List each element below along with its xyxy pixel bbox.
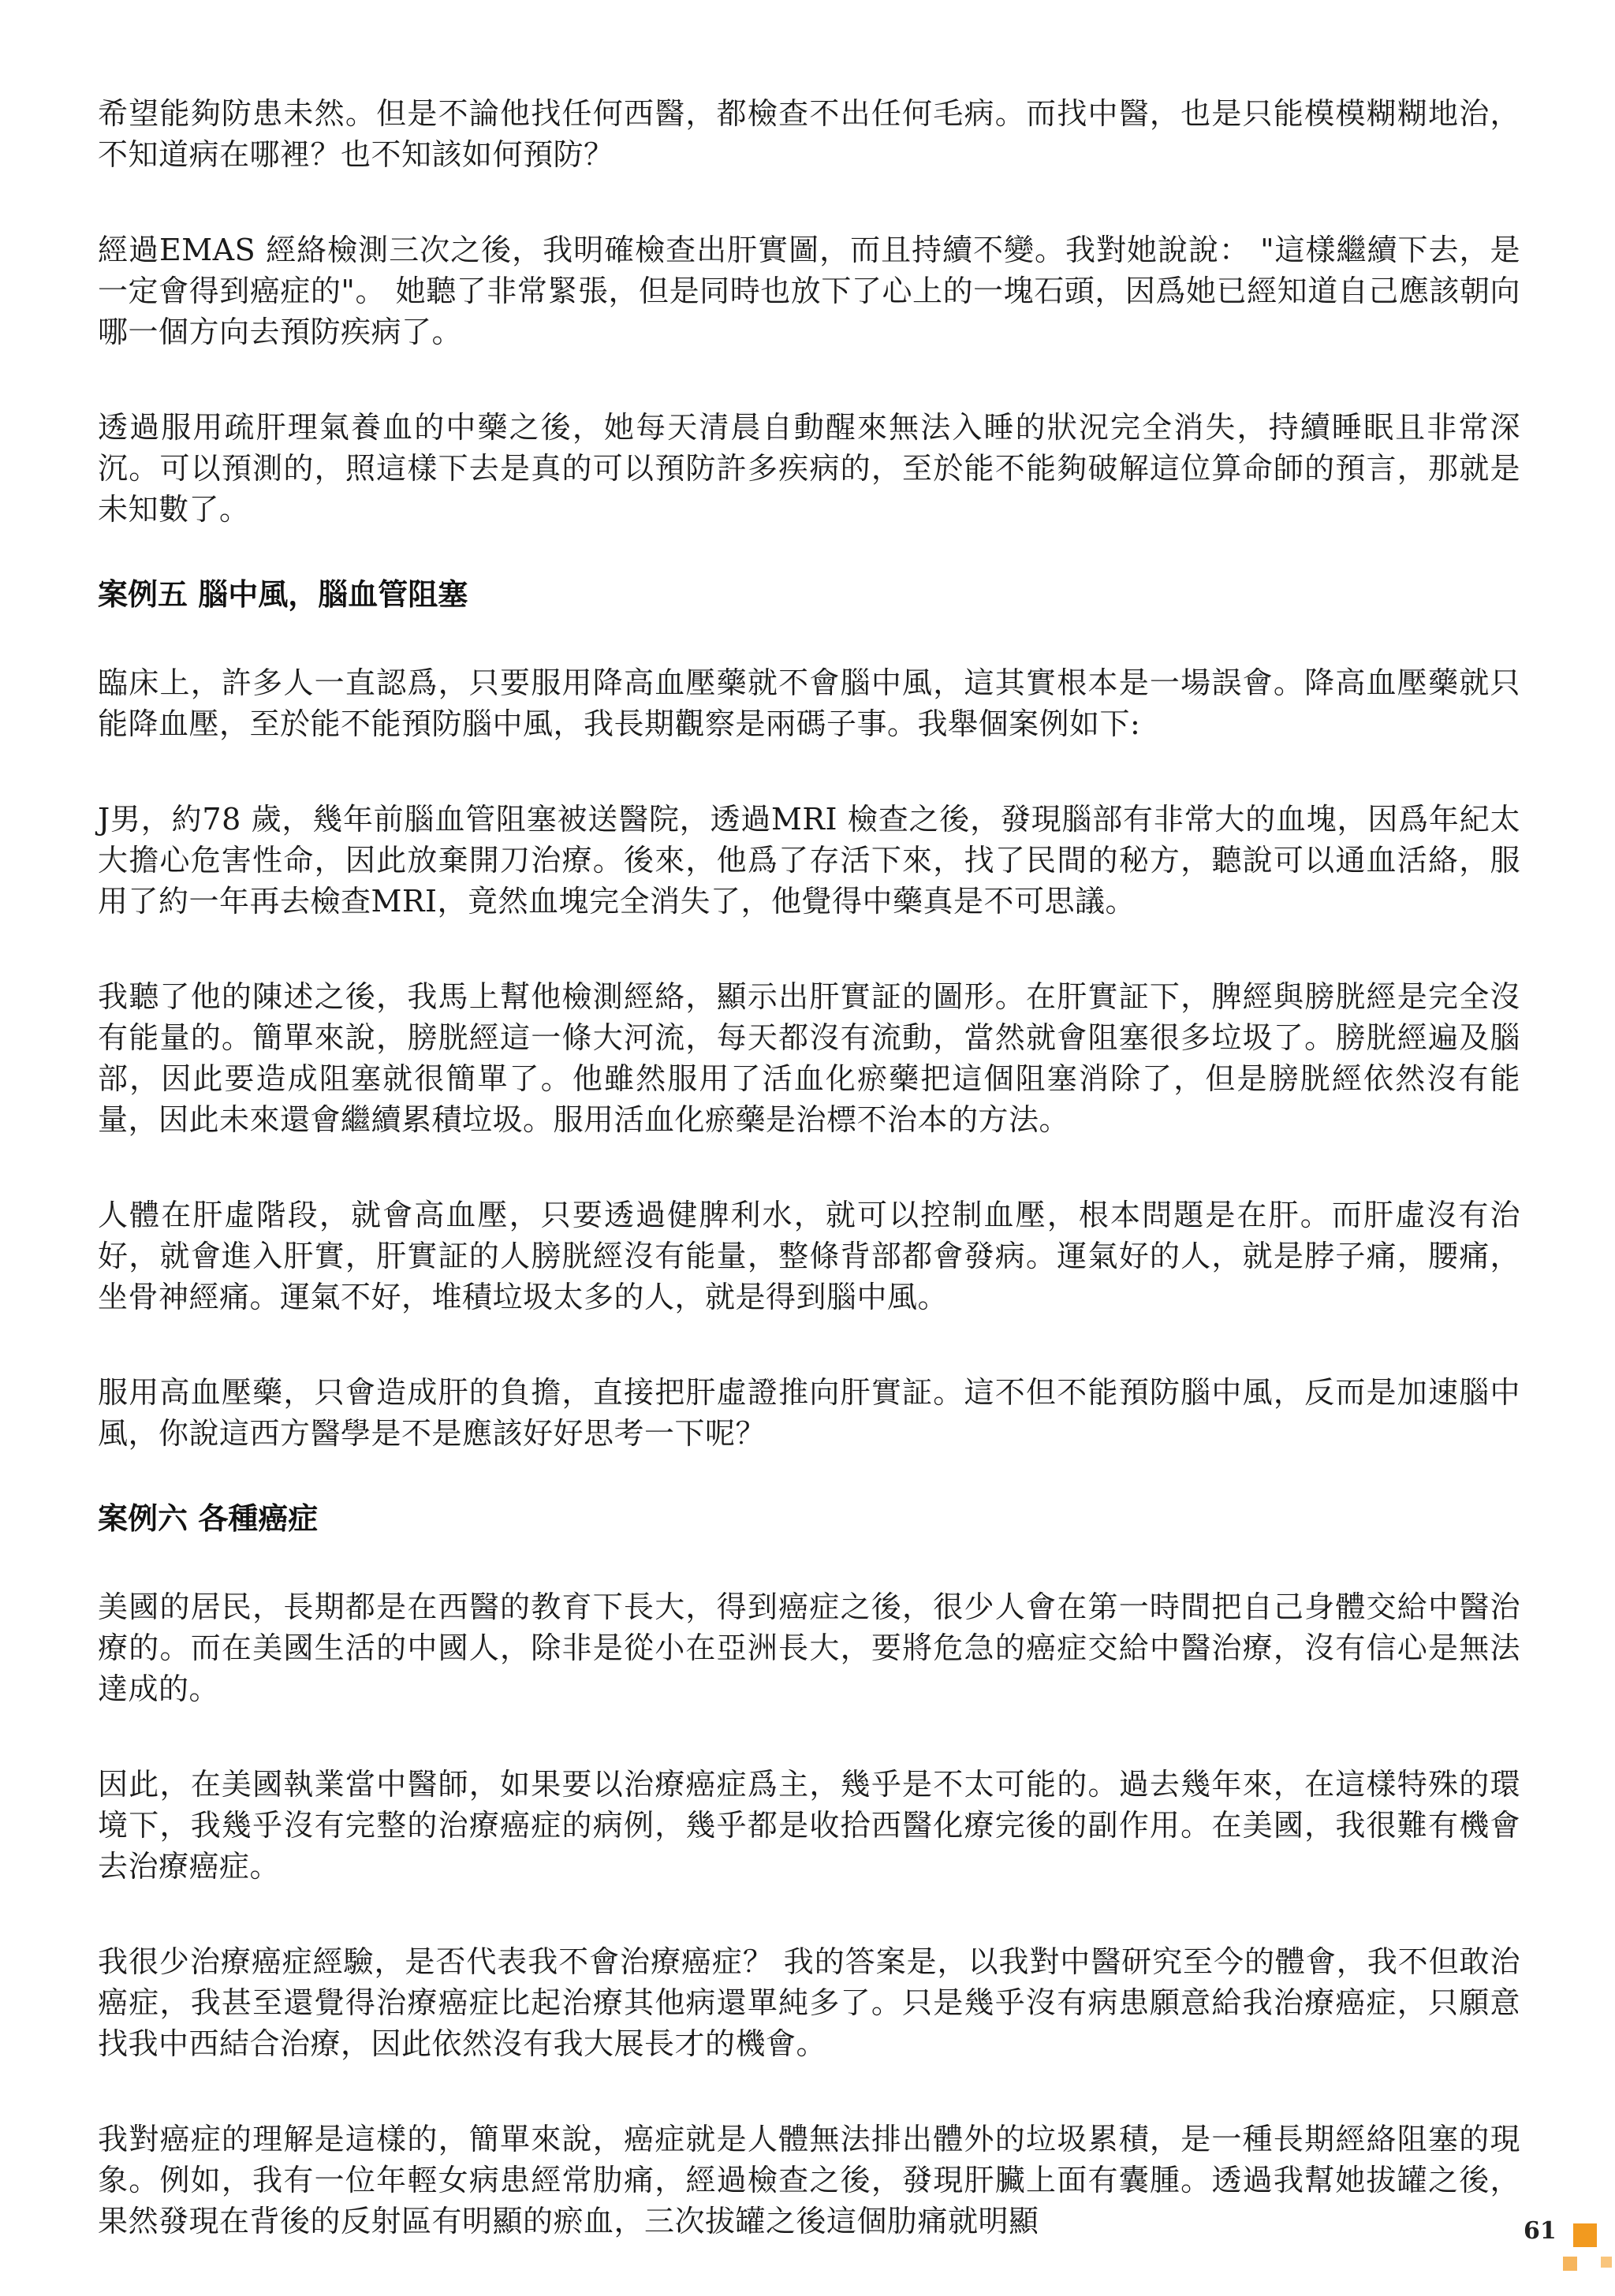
corner-decoration-square <box>1573 2223 1597 2247</box>
paragraph: 希望能夠防患未然。但是不論他找任何西醫，都檢查不出任何毛病。而找中醫，也是只能模模糊糊地治，不知道病在哪裡？也不知該如何預防？ <box>98 96 1520 172</box>
paragraph: 透過服用疏肝理氣養血的中藥之後，她每天清晨自動醒來無法入睡的狀況完全消失，持續睡眠且非常深沉。可以預測的，照這樣下去是真的可以預防許多疾病的，至於能不能夠破解這位算命師的預言，那就是未知數了。 <box>98 410 1520 527</box>
paragraph: 服用高血壓藥，只會造成肝的負擔，直接把肝虛證推向肝實証。這不但不能預防腦中風，反而是加速腦中風，你說這西方醫學是不是應該好好思考一下呢？ <box>98 1375 1520 1451</box>
paragraph: 人體在肝虛階段，就會高血壓，只要透過健脾利水，就可以控制血壓，根本問題是在肝。而肝虛沒有治好，就會進入肝實，肝實証的人膀胱經沒有能量，整條背部都會發病。運氣好的人，就是脖子痛，腰痛，坐骨神經痛。運氣不好，堆積垃圾太多的人，就是得到腦中風。 <box>98 1198 1520 1314</box>
paragraph: 我對癌症的理解是這樣的，簡單來說，癌症就是人體無法排出體外的垃圾累積，是一種長期經絡阻塞的現象。例如，我有一位年輕女病患經常肋痛，經過檢查之後，發現肝臟上面有囊腫。透過我幫她拔罐之後，果然發現在背後的反射區有明顯的瘀血，三次拔罐之後這個肋痛就明顯 <box>98 2122 1520 2238</box>
section-heading-case5: 案例五 腦中風，腦血管阻塞 <box>98 577 468 612</box>
paragraph: 臨床上，許多人一直認爲，只要服用降高血壓藥就不會腦中風，這其實根本是一場誤會。降高血壓藥就只能降血壓，至於能不能預防腦中風，我長期觀察是兩碼子事。我舉個案例如下: <box>98 665 1520 741</box>
corner-decoration-square <box>1601 2257 1612 2268</box>
paragraph: 美國的居民，長期都是在西醫的教育下長大，得到癌症之後，很少人會在第一時間把自己身體交給中醫治療的。而在美國生活的中國人，除非是從小在亞洲長大，要將危急的癌症交給中醫治療，沒有信心是無法達成的。 <box>98 1590 1520 1706</box>
section-heading-case6: 案例六 各種癌症 <box>98 1501 319 1536</box>
paragraph: 因此，在美國執業當中醫師，如果要以治療癌症爲主，幾乎是不太可能的。過去幾年來，在這樣特殊的環境下，我幾乎沒有完整的治療癌症的病例，幾乎都是收拾西醫化療完後的副作用。在美國，我很難有機會去治療癌症。 <box>98 1767 1520 1884</box>
corner-decoration-square <box>1563 2257 1577 2271</box>
paragraph: 我聽了他的陳述之後，我馬上幫他檢測經絡，顯示出肝實証的圖形。在肝實証下，脾經與膀胱經是完全沒有能量的。簡單來說，膀胱經這一條大河流，每天都沒有流動，當然就會阻塞很多垃圾了。膀胱經遍及腦部，因此要造成阻塞就很簡單了。他雖然服用了活血化瘀藥把這個阻塞消除了，但是膀胱經依然沒有能量，因此未來還會繼續累積垃圾。服用活血化瘀藥是治標不治本的方法。 <box>98 979 1520 1137</box>
paragraph: 經過EMAS 經絡檢測三次之後，我明確檢查出肝實圖，而且持續不變。我對她說說： "這樣繼續下去，是一定會得到癌症的"。 她聽了非常緊張，但是同時也放下了心上的一塊石頭，因爲她已經知道自己應該朝向哪一個方向去預防疾病了。 <box>98 233 1520 349</box>
paragraph: J男，約78 歲，幾年前腦血管阻塞被送醫院，透過MRI 檢查之後，發現腦部有非常大的血塊，因爲年紀太大擔心危害性命，因此放棄開刀治療。後來，他爲了存活下來，找了民間的秘方，聽說可以通血活絡，服用了約一年再去檢查MRI，竟然血塊完全消失了，他覺得中藥真是不可思議。 <box>98 802 1520 919</box>
paragraph: 我很少治療癌症經驗，是否代表我不會治療癌症？ 我的答案是，以我對中醫研究至今的體會，我不但敢治癌症，我甚至還覺得治療癌症比起治療其他病還單純多了。只是幾乎沒有病患願意給我治療癌症，只願意找我中西結合治療，因此依然沒有我大展長才的機會。 <box>98 1944 1520 2061</box>
page-number: 61 <box>1524 2217 1557 2245</box>
page-body <box>98 93 1520 2296</box>
